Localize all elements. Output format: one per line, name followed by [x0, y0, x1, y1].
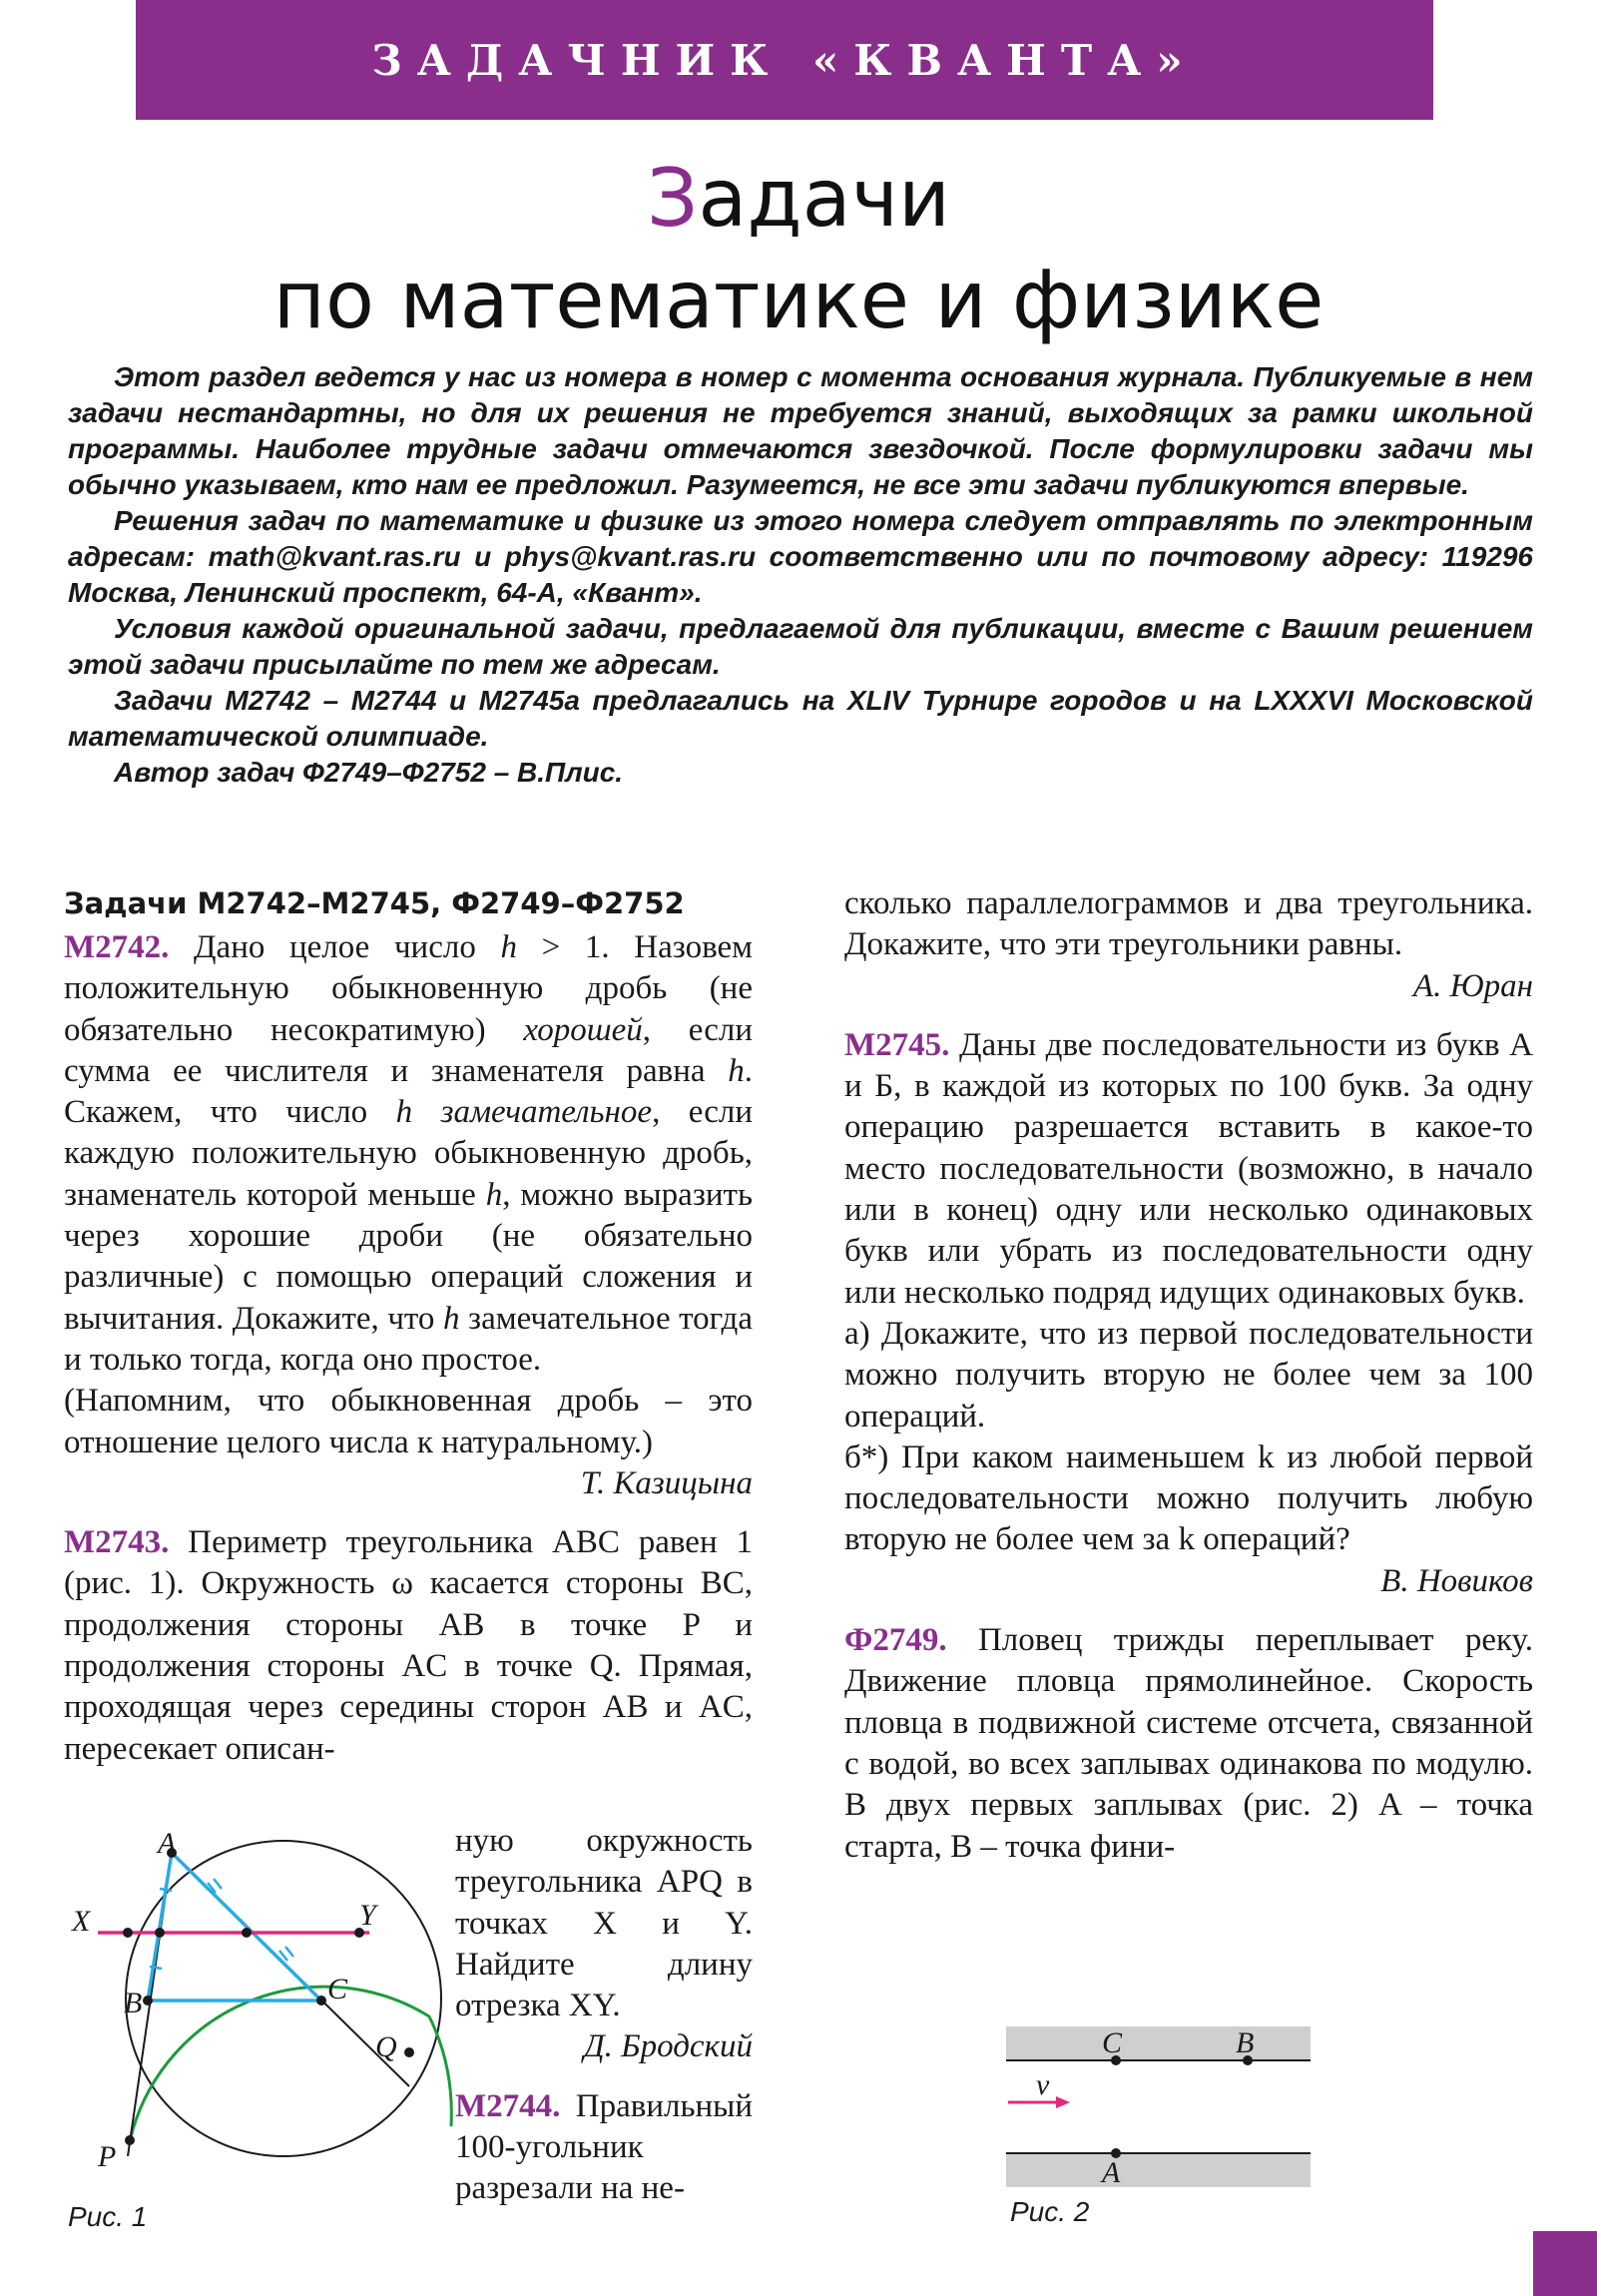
problem-text: , если каждую положительную обыкновенную дробь, знаменатель которой меньше: [64, 1094, 753, 1213]
problem-text: Правильный 100-угольник разрезали на не-: [455, 2087, 753, 2207]
point-B: [143, 1996, 153, 2006]
problem-m2742: [64, 927, 753, 1381]
problem-author: А. Юран: [1412, 967, 1533, 1004]
river-bank-top: [1006, 2026, 1311, 2060]
label-Q: Q: [375, 2030, 397, 2063]
intro-text: [68, 359, 1533, 791]
problem-text: Периметр треугольника ABC равен 1 (рис. 1). Окружность ω касается стороны BC, продолжения стороны AB в точке P и продолжения стороны AC в точке Q. Прямая, проходящая через середины сторон AB и AC, пересекает описан-: [64, 1524, 753, 1767]
label-B: B: [1236, 2026, 1255, 2059]
intro-paragraph: Этот раздел ведется у нас из номера в номер с момента основания журнала. Публикуемые в нем задачи нестандартны, но для их решения не требуется знаний, выходящих за рамки школьной программы. Наиболее трудные задачи отмечаются звездочкой. После формулировки задачи мы обычно указываем, кто нам ее предложил. Разумеется, не все эти задачи публикуются впервые.: [68, 361, 1533, 500]
point-P: [125, 2135, 135, 2145]
problem-text: . Скажем, что число: [64, 1052, 753, 1131]
point-Q: [404, 2047, 414, 2057]
right-column: [844, 883, 1533, 1868]
problem-text: Даны две последовательности из букв А и Б, в каждой из которых по 100 букв. За одну операцию разрешается вставить в какое-то место последовательности (возможно, в начало или в конец) одну или несколько одинаковых букв или убрать из последовательности одну или несколько подряд идущих одинаковых букв.: [844, 1026, 1534, 1311]
intro-paragraph: Задачи М2742 – М2744 и М2745а предлагались на XLIV Турнире городов и на LXXXVI Московской математической олимпиаде.: [68, 685, 1533, 752]
problem-author: Д. Бродский: [583, 2028, 753, 2065]
excircle-arc: [130, 1987, 451, 2141]
problem-text: ную окружность треугольника APQ в точках X и Y. Найдите длину отрезка XY.: [455, 1823, 753, 2024]
tick-marks: [150, 1879, 293, 1969]
title-first-letter: З: [647, 152, 699, 245]
point-X: [123, 1928, 133, 1938]
problem-f2749: [844, 1620, 1533, 1868]
problem-text: > 1. Назовем положительную обыкновенную дробь (не обязательно несократимую): [64, 929, 753, 1048]
problem-part-a: а) Докажите, что из первой последовательности можно получить вторую не более чем за 100 операций.: [844, 1315, 1533, 1435]
problem-id: М2744.: [455, 2087, 561, 2124]
problem-text: Пловец трижды переплывает реку. Движение пловца прямолинейное. Скорость пловца в подвижной системе отсчета, связанной с водой, во всех заплывах одинакова по модулю. В двух первых заплывах (рис. 2) A – точка старта, B – точка фини-: [844, 1622, 1533, 1865]
problem-text: [412, 1094, 440, 1130]
midpoint-AC: [242, 1928, 252, 1938]
math-var: h: [485, 1176, 503, 1213]
emphasis: замечательное: [440, 1094, 653, 1131]
figure-2: [998, 2016, 1328, 2196]
problem-id: М2743.: [64, 1524, 170, 1561]
label-v: v: [1036, 2068, 1050, 2101]
problem-author: В. Новиков: [1380, 1562, 1533, 1599]
figure-2-caption: Рис. 2: [1010, 2196, 1090, 2227]
intro-paragraph: Автор задач Ф2749–Ф2752 – В.Плис.: [114, 757, 624, 788]
emphasis: хорошей: [523, 1011, 643, 1048]
left-column-continuation: [455, 1821, 753, 2210]
page-corner-tab: [1533, 2231, 1597, 2296]
title-line1: адачи: [698, 152, 950, 245]
label-C: C: [1102, 2026, 1123, 2059]
problem-text: сколько параллелограммов и два треугольника. Докажите, что эти треугольники равны.: [844, 885, 1533, 963]
math-var: h: [442, 1300, 460, 1337]
math-var: h: [500, 929, 517, 965]
river-bank-bottom: [1006, 2153, 1311, 2187]
intro-paragraph: Условия каждой оригинальной задачи, предлагаемой для публикации, вместе с Вашим решением этой задачи присылайте по тем же адресам.: [68, 613, 1533, 680]
math-var: h: [728, 1052, 745, 1089]
velocity-arrowhead: [1056, 2096, 1070, 2108]
math-var: h: [395, 1094, 413, 1131]
problem-text: Дано целое число: [194, 929, 501, 965]
problem-text: , если сумма ее числителя и знаменателя равна: [64, 1011, 753, 1089]
problem-text: , можно выразить через хорошие дроби (не обязательно различные) с помощью операций сложения и вычитания. Докажите, что: [64, 1176, 753, 1337]
section-banner: [136, 0, 1433, 120]
midpoint-AB: [155, 1928, 165, 1938]
left-column: [64, 883, 753, 1770]
label-Y: Y: [359, 1899, 376, 1932]
problem-text: замечательное тогда и только тогда, когда оно простое.: [64, 1300, 753, 1378]
section-heading: Задачи М2742–М2745, Ф2749–Ф2752: [64, 886, 685, 920]
problem-id: Ф2749.: [844, 1622, 947, 1659]
label-P: P: [98, 2140, 117, 2173]
problem-m2743: [64, 1522, 753, 1770]
figure-1: [60, 1827, 459, 2186]
banner-text: ЗАДАЧНИК «КВАНТА»: [371, 35, 1198, 85]
problem-part-b: б*) При каком наименьшем k из любой первой последовательности можно получить любую вторую не более чем за k операций?: [844, 1438, 1533, 1558]
label-A: A: [1102, 2156, 1121, 2189]
label-B: B: [124, 1987, 143, 2019]
figure-1-caption: Рис. 1: [68, 2201, 148, 2232]
problem-id: М2742.: [64, 929, 170, 965]
page-subtitle: [0, 252, 1597, 349]
side-AB: [148, 1853, 172, 2001]
side-AC: [172, 1853, 321, 2001]
label-A: A: [158, 1827, 177, 1860]
page-title: [0, 150, 1597, 248]
problem-m2745: [844, 1025, 1533, 1314]
intro-paragraph: Решения задач по математике и физике из этого номера следует отправлять по электронным адресам: math@kvant.ras.ru и phys@kvant.ras.ru соответственно или по почтовому адресу: 119296 Москва, Ленинский проспект, 64-А, «Квант».: [68, 505, 1533, 608]
point-C: [316, 1996, 326, 2006]
problem-id: М2745.: [844, 1026, 950, 1063]
title-line2: по математике и физике: [272, 254, 1325, 346]
problem-note: (Напомним, что обыкновенная дробь – это отношение целого числа к натуральному.): [64, 1383, 753, 1460]
problem-author: Т. Казицына: [580, 1464, 753, 1501]
label-X: X: [72, 1905, 91, 1938]
label-C: C: [327, 1973, 348, 2006]
problem-m2744: [455, 2086, 753, 2210]
